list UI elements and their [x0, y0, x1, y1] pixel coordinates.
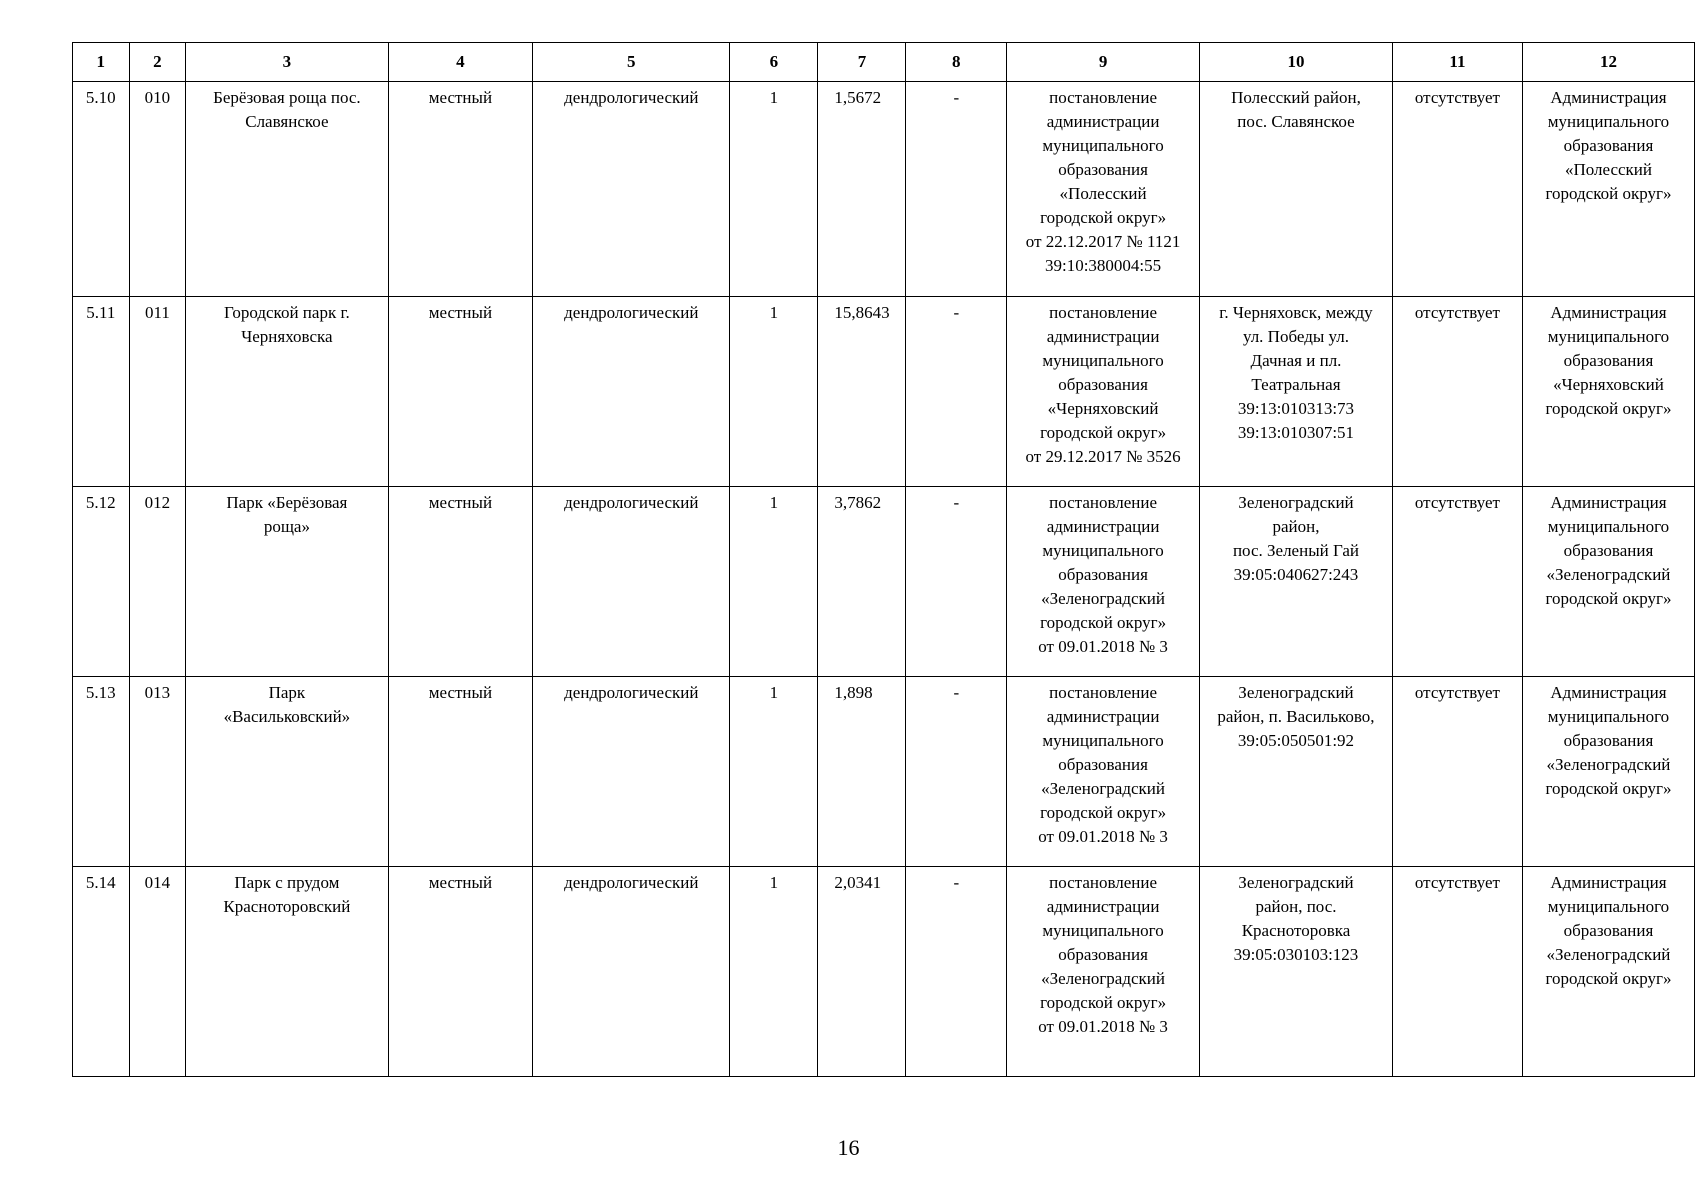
- location: Зеленоградский район, пос. Красноторовка 39:05:030103:123: [1200, 867, 1393, 1077]
- header-cell: 4: [388, 43, 533, 82]
- header-cell: 1: [73, 43, 130, 82]
- significance: местный: [388, 487, 533, 677]
- header-cell: 11: [1392, 43, 1522, 82]
- header-cell: 5: [533, 43, 730, 82]
- header-cell: 2: [129, 43, 186, 82]
- responsible-body: Администрация муниципального образования «Зеленоградский городской округ»: [1522, 867, 1694, 1077]
- row-number: 5.14: [73, 867, 130, 1077]
- object-code: 012: [129, 487, 186, 677]
- profile: дендрологический: [533, 487, 730, 677]
- area: 2,0341: [818, 867, 906, 1077]
- significance: местный: [388, 82, 533, 297]
- column-8-value: -: [906, 487, 1007, 677]
- page-number: 16: [837, 1135, 860, 1160]
- column-8-value: -: [906, 82, 1007, 297]
- category: 1: [730, 487, 818, 677]
- location: Зеленоградский район, п. Васильково, 39:05:050501:92: [1200, 677, 1393, 867]
- object-name: Парк с прудом Красноторовский: [186, 867, 388, 1077]
- profile: дендрологический: [533, 297, 730, 487]
- profile: дендрологический: [533, 677, 730, 867]
- responsible-body: Администрация муниципального образования «Черняховский городской округ»: [1522, 297, 1694, 487]
- resolution: постановление администрации муниципального образования «Зеленоградский городской округ» от 09.01.2018 № 3: [1007, 867, 1200, 1077]
- table-row: [73, 297, 1695, 487]
- table-row: [73, 677, 1695, 867]
- register-table: [72, 42, 1695, 1077]
- header-cell: 6: [730, 43, 818, 82]
- significance: местный: [388, 677, 533, 867]
- object-name: Берёзовая роща пос. Славянское: [186, 82, 388, 297]
- category: 1: [730, 297, 818, 487]
- responsible-body: Администрация муниципального образования «Зеленоградский городской округ»: [1522, 487, 1694, 677]
- column-11-value: отсутствует: [1392, 867, 1522, 1077]
- column-8-value: -: [906, 297, 1007, 487]
- column-11-value: отсутствует: [1392, 677, 1522, 867]
- profile: дендрологический: [533, 867, 730, 1077]
- column-11-value: отсутствует: [1392, 297, 1522, 487]
- row-number: 5.12: [73, 487, 130, 677]
- table-row: [73, 867, 1695, 1077]
- header-cell: 7: [818, 43, 906, 82]
- resolution: постановление администрации муниципального образования «Зеленоградский городской округ» от 09.01.2018 № 3: [1007, 487, 1200, 677]
- header-cell: 3: [186, 43, 388, 82]
- row-number: 5.10: [73, 82, 130, 297]
- category: 1: [730, 82, 818, 297]
- object-code: 014: [129, 867, 186, 1077]
- header-cell: 12: [1522, 43, 1694, 82]
- header-cell: 9: [1007, 43, 1200, 82]
- table-row: [73, 82, 1695, 297]
- area: 3,7862: [818, 487, 906, 677]
- object-name: Городской парк г. Черняховска: [186, 297, 388, 487]
- area: 1,898: [818, 677, 906, 867]
- responsible-body: Администрация муниципального образования «Полесский городской округ»: [1522, 82, 1694, 297]
- column-8-value: -: [906, 867, 1007, 1077]
- category: 1: [730, 677, 818, 867]
- location: Зеленоградский район, пос. Зеленый Гай 39:05:040627:243: [1200, 487, 1393, 677]
- header-cell: 10: [1200, 43, 1393, 82]
- row-number: 5.13: [73, 677, 130, 867]
- object-code: 010: [129, 82, 186, 297]
- area: 15,8643: [818, 297, 906, 487]
- responsible-body: Администрация муниципального образования «Зеленоградский городской округ»: [1522, 677, 1694, 867]
- object-code: 013: [129, 677, 186, 867]
- header-cell: 8: [906, 43, 1007, 82]
- object-name: Парк «Васильковский»: [186, 677, 388, 867]
- area: 1,5672: [818, 82, 906, 297]
- significance: местный: [388, 297, 533, 487]
- resolution: постановление администрации муниципального образования «Черняховский городской округ» от 29.12.2017 № 3526: [1007, 297, 1200, 487]
- resolution: постановление администрации муниципального образования «Полесский городской округ» от 22.12.2017 № 1121 39:10:380004:55: [1007, 82, 1200, 297]
- location: г. Черняховск, между ул. Победы ул. Дачная и пл. Театральная 39:13:010313:73 39:13:010307:51: [1200, 297, 1393, 487]
- profile: дендрологический: [533, 82, 730, 297]
- resolution: постановление администрации муниципального образования «Зеленоградский городской округ» от 09.01.2018 № 3: [1007, 677, 1200, 867]
- header-row: [73, 43, 1695, 82]
- object-code: 011: [129, 297, 186, 487]
- object-name: Парк «Берёзовая роща»: [186, 487, 388, 677]
- category: 1: [730, 867, 818, 1077]
- significance: местный: [388, 867, 533, 1077]
- location: Полесский район, пос. Славянское: [1200, 82, 1393, 297]
- table-row: [73, 487, 1695, 677]
- column-11-value: отсутствует: [1392, 82, 1522, 297]
- column-8-value: -: [906, 677, 1007, 867]
- row-number: 5.11: [73, 297, 130, 487]
- column-11-value: отсутствует: [1392, 487, 1522, 677]
